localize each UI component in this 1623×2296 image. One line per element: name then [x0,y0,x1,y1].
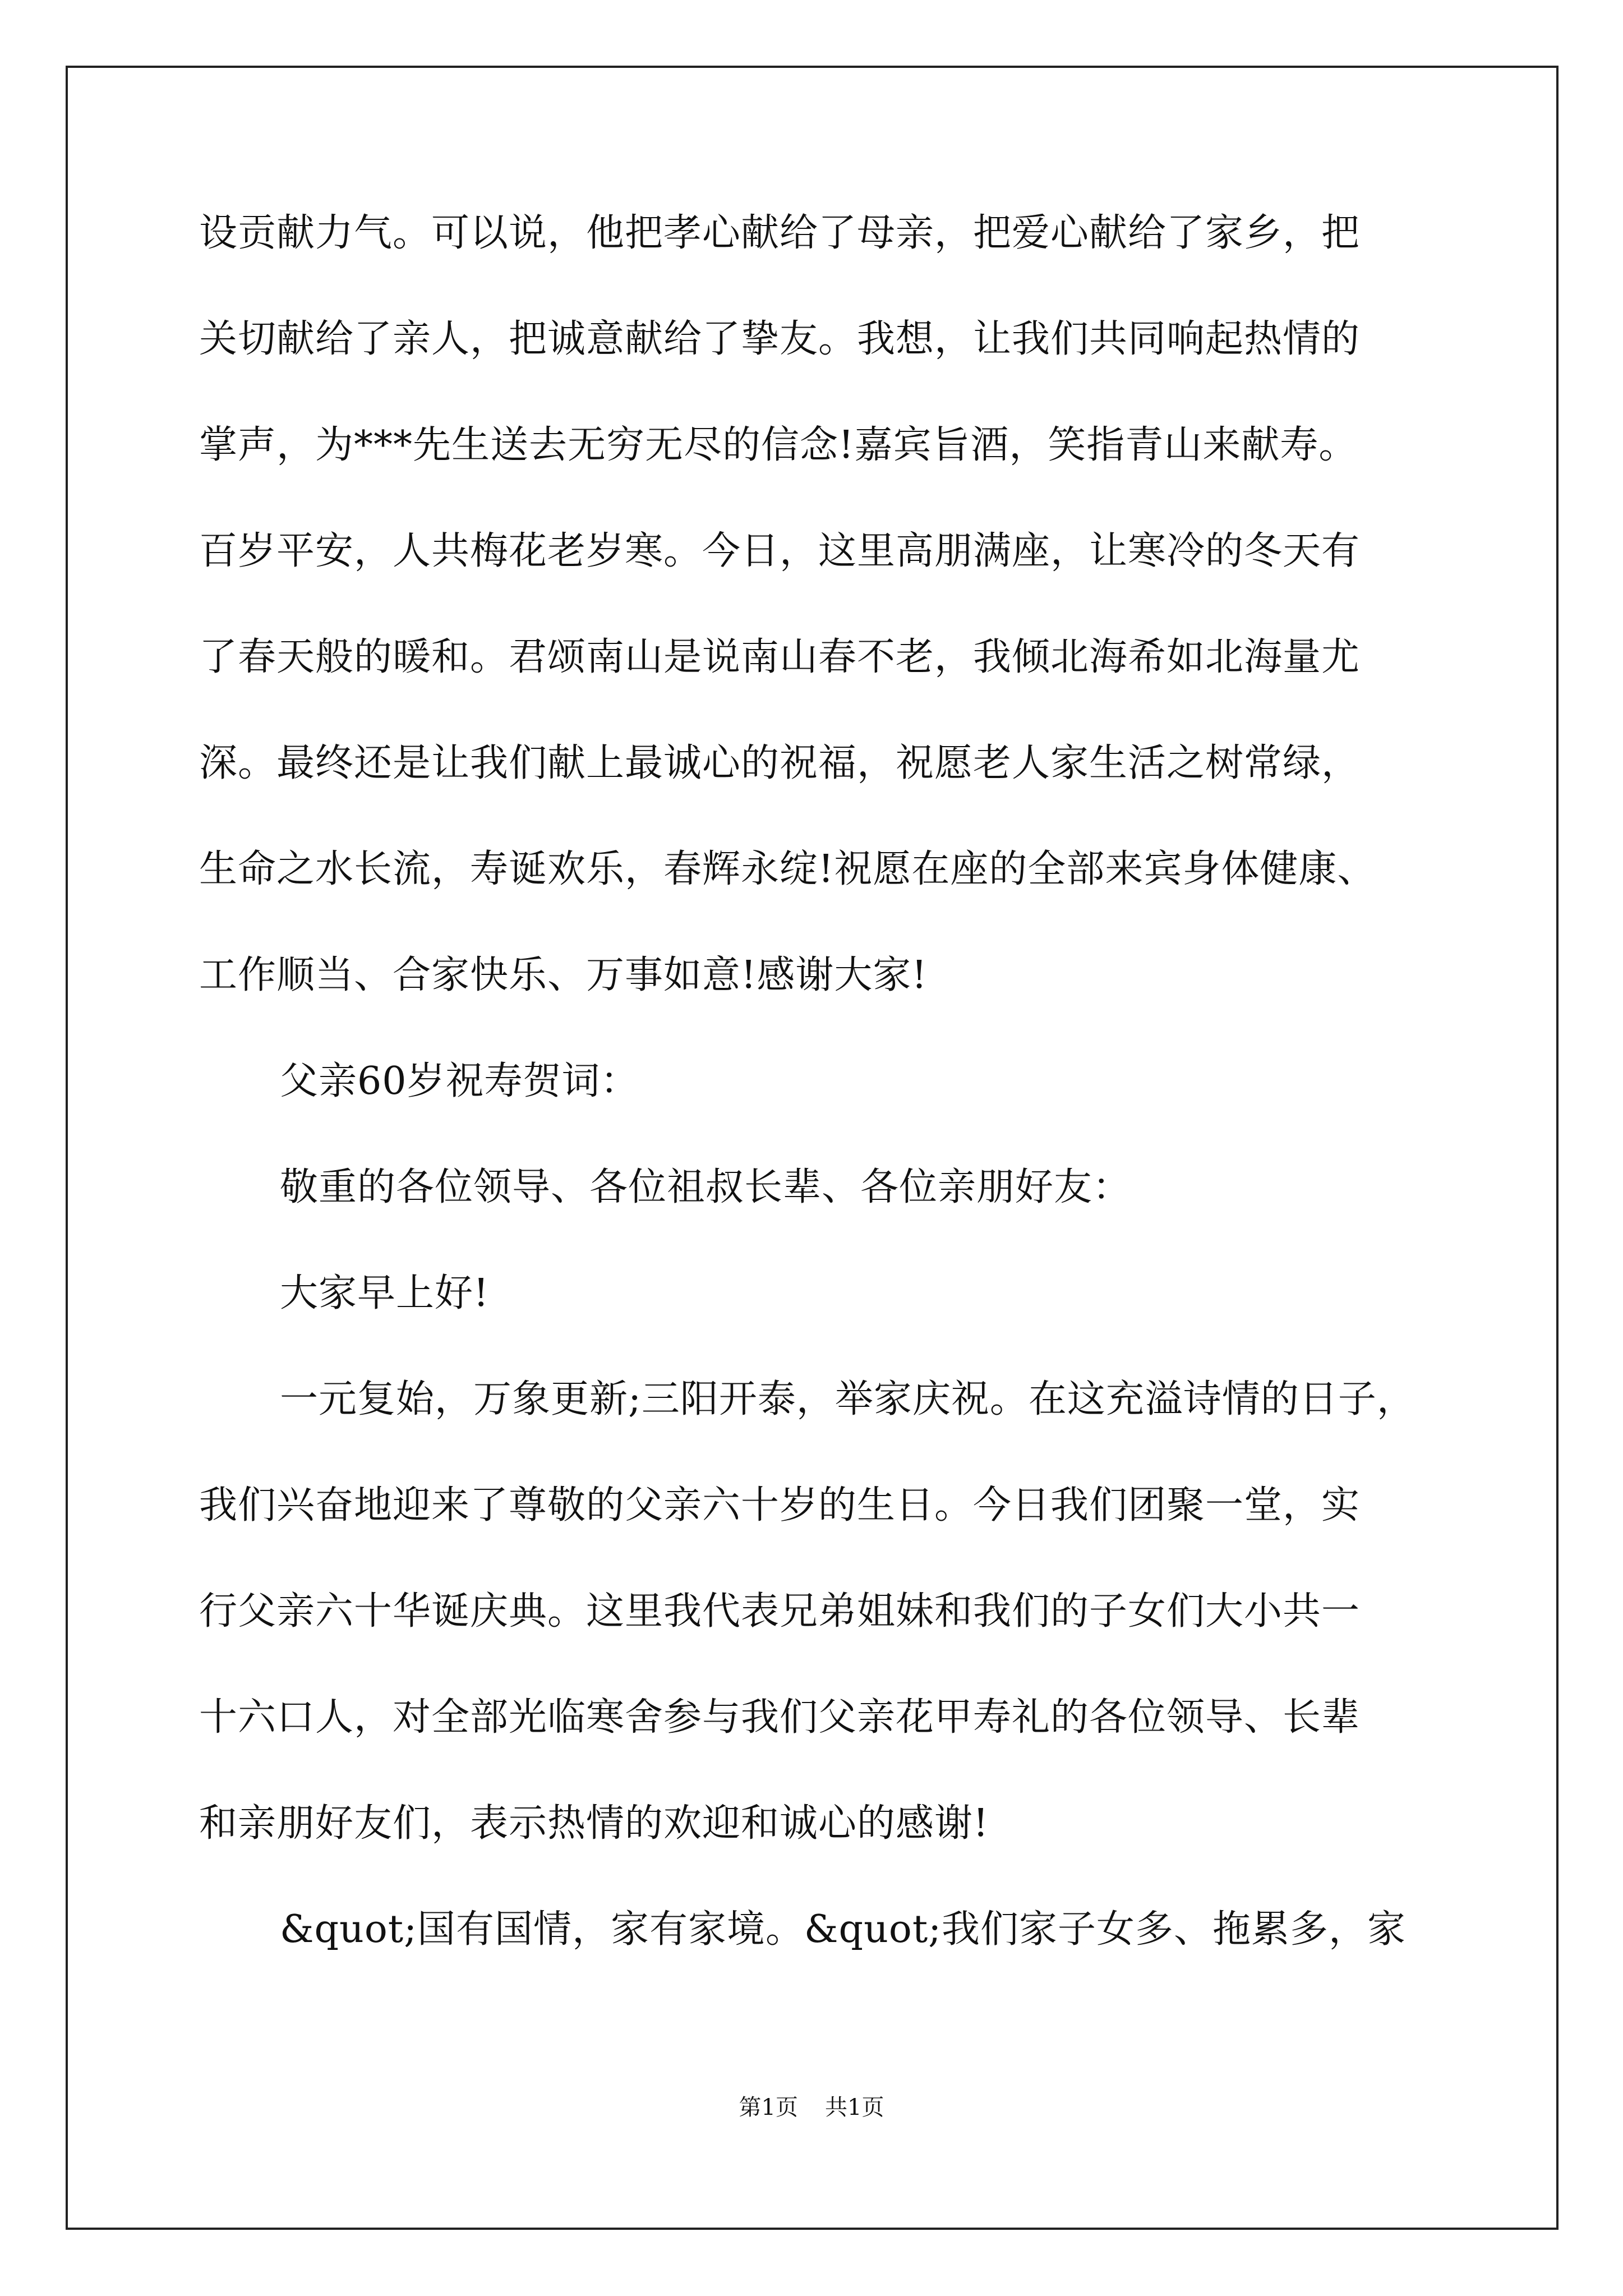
paragraph-line-3: 掌声，为***先生送去无穷无尽的信念!嘉宾旨酒，笑指青山来献寿。 [199,423,1358,467]
paragraph-line-6: 深。最终还是让我们献上最诚心的祝福，祝愿老人家生活之树常绿， [199,741,1361,785]
paragraph-line-1: 设贡献力气。可以说，他把孝心献给了母亲，把爱心献给了家乡，把 [199,211,1361,255]
paragraph-line-13: 我们兴奋地迎来了尊敬的父亲六十岁的生日。今日我们团聚一堂，实 [199,1483,1361,1527]
salutation: 敬重的各位领导、各位祖叔长辈、各位亲朋好友： [280,1165,1132,1209]
page-footer [0,2090,1623,2122]
page-number: 第1页 [739,2095,798,2120]
paragraph-line-15: 十六口人，对全部光临寒舍参与我们父亲花甲寿礼的各位领导、长辈 [199,1695,1361,1740]
paragraph-line-5: 了春天般的暖和。君颂南山是说南山春不老，我倾北海希如北海量尤 [199,635,1361,679]
paragraph-line-17: &quot;国有国情，家有家境。&quot;我们家子女多、拖累多，家 [280,1907,1407,1952]
paragraph-line-7: 生命之水长流，寿诞欢乐，春辉永绽!祝愿在座的全部来宾身体健康、 [199,847,1376,891]
paragraph-line-16: 和亲朋好友们，表示热情的欢迎和诚心的感谢! [199,1801,989,1846]
paragraph-line-4: 百岁平安，人共梅花老岁寒。今日，这里高朋满座，让寒冷的冬天有 [199,529,1361,573]
section-heading: 父亲60岁祝寿贺词： [280,1059,639,1103]
paragraph-line-14: 行父亲六十华诞庆典。这里我代表兄弟姐妹和我们的子女们大小共一 [199,1589,1361,1634]
greeting: 大家早上好! [280,1271,490,1315]
paragraph-line-8: 工作顺当、合家快乐、万事如意!感谢大家! [199,953,928,997]
paragraph-line-2: 关切献给了亲人，把诚意献给了挚友。我想，让我们共同响起热情的 [199,317,1361,361]
document-body [199,211,1495,2013]
page-total: 共1页 [825,2095,884,2120]
paragraph-line-12: 一元复始，万象更新;三阳开泰，举家庆祝。在这充溢诗情的日子， [280,1377,1415,1421]
